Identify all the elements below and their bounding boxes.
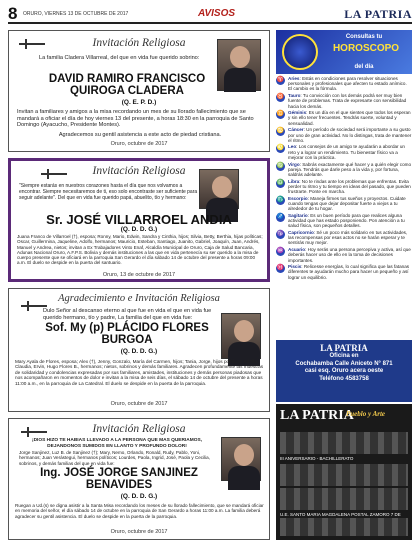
sign-text: Relicesse energías, lo cual significa que las fatanas diferentes te ayudarán mucho para hacer un pequeño y así lograr un equilibrio. bbox=[288, 264, 410, 280]
section-title: AVISOS bbox=[198, 8, 236, 19]
horoscope-text: Leo: Los consejos de un amigo te ayudarán a abordar un reto y a lograr un rendimiento. Tu bienestar físico va a mejorar con la práctica. bbox=[288, 144, 405, 160]
horoscope-text: Géminis: Es un día en el que sientes que todos los esperan y sin ello tener frecuentes. Tendrás suerte, voluntad y sensualidad. bbox=[288, 110, 411, 126]
horoscope-text: Aries: Estás en condiciones para resolver situaciones personales y profesionales que afecten tu estado anímico. El cambio es la fórmula. bbox=[288, 76, 407, 92]
sign-name: Libra bbox=[288, 178, 300, 184]
sign-text: Un período de sociedad será importante a su gusto por uno de gran actividad. No lo distingas, trata de mantener el ritmo. bbox=[288, 127, 412, 143]
page-header bbox=[8, 4, 412, 24]
deceased-suffix: (Q. D. D. G.) bbox=[120, 348, 158, 355]
horoscope-text: Capricornio: Sé un poco más solidario en tus actividades, las recompensas por esas actos no se harán esperar y te sentirás muy mejor. bbox=[288, 229, 408, 246]
ad-intro: La familia Cladera Villarreal, del que en vida fue querido sobrino: bbox=[39, 55, 200, 61]
promo-photo-strip bbox=[280, 464, 408, 486]
zodiac-sign-icon: ♊ bbox=[276, 111, 285, 118]
newspaper-brand: LA PATRIA bbox=[344, 7, 412, 21]
ad-closing: Agradecemos su gentil asistencia a este acto de piedad cristiana. bbox=[58, 132, 222, 138]
ad-signature: Oruro, octubre de 2017 bbox=[110, 529, 168, 535]
promo-photo-strip bbox=[280, 518, 408, 536]
zodiac-sign-icon: ♏ bbox=[276, 196, 285, 203]
horoscope-item bbox=[276, 144, 412, 160]
horoscope-text: Tauro: Tu convicción con los demás podrá ser muy bien fuente de problemas. Trata de expresarte con sensibilidad hacia los demás. bbox=[288, 93, 407, 109]
sign-name: Tauro bbox=[288, 93, 301, 99]
ad-body: Invitan a familiares y amigos a la misa recordando un mes de su llorado fallecimiento que se mandará a oficiar el día de hoy viernes 13 del presente, a horas 18:30 en la parroquia de Santo Domingo (Ayacucho, Presidente Montes). bbox=[17, 109, 254, 129]
horoscope-title: HOROSCOPO bbox=[332, 43, 400, 54]
ad-body: Ruegan a Ud.(s) se digna asistir a la Santa Misa recordando los meses de su llorado fallecimiento, que se mandará oficiar en memoria del señor, el día sábado 14 de octubre en la parroquia de San Gerardo a horas 11:00 a.m. La familia deberá agradecer su gentil asistencia. El duelo se despide en la puerta de la parroquia. bbox=[15, 503, 264, 519]
zodiac-sign-icon: ♌ bbox=[276, 145, 285, 152]
horoscope-text: Piscis: Relicesse energías, lo cual significa que las fatanas diferentes te ayudarán mucho para hacer un pequeño y así lograr un equilibrio. bbox=[288, 264, 410, 280]
ad-title: Invitación Religiosa bbox=[92, 423, 186, 435]
office-info-box bbox=[276, 340, 412, 402]
office-line: Oficina en bbox=[329, 353, 359, 359]
horoscope-item bbox=[276, 127, 412, 143]
page-number: 8 bbox=[8, 4, 18, 23]
ad-signature: Oruro, octubre de 2017 bbox=[110, 401, 168, 407]
sign-name: Piscis bbox=[288, 264, 302, 270]
obituary-ad-4 bbox=[8, 418, 270, 540]
zodiac-sign-icon: ♒ bbox=[276, 248, 285, 255]
zodiac-sign-icon: ♍ bbox=[276, 162, 285, 169]
sign-text: Hoy serás una persona percepiva y activa, así que deberás hacer uso de ello en la toma de decisiones importantes. bbox=[288, 247, 411, 263]
ad-body: Mary Ayala de Flores, esposa; Alex (†), Jenny, Gonzalo, María del Carmen, hijos; Tania, Jorge, hijos políticos; Adolfo, Claudia, Ervin, Hugo Flores B., hermanos; nietos, sobrinos y demás familiares. Agradecen profundamente las muestras de solidaridad y condolencias expresadas por sus familiares, amistades, instituciones y demás personas piadosas que nos acompañaron en momentos de dolor e invitan a la misa de seis días, el sábado 14 de octubre del presente a horas 11:00 a.m., en la parroquia de La Catedral. El duelo se despide en la puerta de la parroquia. bbox=[15, 359, 264, 386]
sign-name: Cáncer bbox=[288, 127, 304, 133]
sign-text: Estás en condiciones para resolver situaciones personales y profesionales que afecten tu estado anímico. El cambio es la fórmula. bbox=[288, 76, 407, 92]
sign-name: Leo bbox=[288, 144, 297, 150]
office-line: Teléfono 4583758 bbox=[319, 375, 369, 382]
horoscope-text: Acuario: Hoy serás una persona percepiva y activa, así que deberás hacer uso de ello en la toma de decisiones importantes. bbox=[288, 247, 411, 263]
deceased-suffix: (Q. E. P. D.) bbox=[121, 99, 157, 106]
horoscope-post: del día bbox=[354, 64, 374, 70]
sign-text: Los consejos de un amigo te ayudarán a abordar un reto y a lograr un rendimiento. Tu bienestar físico va a mejorar con la práctica. bbox=[288, 144, 405, 160]
horoscope-text: Virgo: Sabrás exactamente qué hacer y a quién elegir como pareja. Tendrás que darle peso a la vida y, por fortuna, saldrás adelante. bbox=[288, 161, 412, 177]
office-brand: LA PATRIA bbox=[320, 343, 368, 353]
sign-name: Sagitario bbox=[288, 212, 308, 218]
zodiac-sign-icon: ♈ bbox=[276, 77, 285, 83]
horoscope-list bbox=[276, 76, 412, 281]
obituary-ad-2 bbox=[8, 158, 270, 282]
horoscope-item bbox=[276, 179, 412, 195]
ad-quote: "Siempre estarás en nuestros corazones hasta el día que nos volvamos a encontrar. Siempre necesitaremos de ti, eso solo encontraste ser suficiente para seguir adelante". Del que en vida fue querido papá, abuelito, tío y hermano: bbox=[19, 183, 198, 201]
ad-body: Juana Franco de Villarroel (†), esposa; Ronny, Mario, Edwin, Sandra y Cinthia, hijos; Silvia, Betty, Berthia, hijas políticas; Oscar, Guillermina, Jaqueline, Adolfo, hermanos; Mauricio, Esteban, Santiago, Juanito, Gabriel, Joaquín, Juan, Andrés, Manuel y Andrea, nietos; invitan a Ex Trabajadores Vinto Enaf, Alcaldía Municipal de Oruro, Caja de Salud Bancaria, Adunas Nacional Oruro, A.F.P.S. Bolivia y demás instituciones a las que en vida pertenecía su ser querido a la misa de cuerpo presente que se oficiará en la parroquia San Gerardo el día sábado 14 de octubre del presente a horas 09:00 a.m. El duelo se despide en la puerta del santuario. bbox=[17, 234, 263, 266]
sign-name: Aries bbox=[288, 76, 300, 81]
obituary-ad-1 bbox=[8, 30, 270, 152]
zodiac-sign-icon: ♑ bbox=[276, 230, 285, 237]
horoscope-item bbox=[276, 264, 412, 280]
ad-title: Invitación Religiosa bbox=[92, 37, 186, 49]
sign-name: Acuario bbox=[288, 247, 306, 253]
promo-photo-strip bbox=[280, 488, 408, 510]
office-line: casi esq. Oruro acera oeste bbox=[304, 368, 384, 374]
promo-caption: III ANIVERSARIO - BACHILLERATO bbox=[280, 456, 354, 461]
horoscope-text: Sagitario: Es un buen período para que realices alguna actividad que has estado posponiendo. Pon atención a tu salud física, son pequeños detalles. bbox=[288, 212, 405, 229]
horoscope-item bbox=[276, 76, 412, 92]
deceased-suffix: (Q. D. D. G.) bbox=[120, 226, 158, 233]
sign-text: No te rindas ante los problemas que enfrentas. Evita perder tu ritmo y tu tiempo en ideas del pasado, que pueden frustrarte. Ponte en marcha. bbox=[288, 178, 411, 195]
zodiac-sign-icon: ♓ bbox=[276, 265, 285, 272]
deceased-name: DAVID RAMIRO FRANCISCO QUIROGA CLADERA bbox=[48, 73, 206, 97]
sign-name: Capricornio bbox=[288, 229, 314, 235]
horoscope-item bbox=[276, 110, 412, 126]
ad-intro: Dulo Señor al descanso eterno al que fue en vida el que en vida fue querido hermano, tío y padre, La familia del que en vida fue: bbox=[43, 308, 212, 321]
horoscope-text: Escorpio: Maneja firmes tus sueños y proyectos. Cuidate cuando tengas que dejar depositar fuerte a viejos a tu alrededor de tu hogar. bbox=[288, 195, 406, 212]
horoscope-item bbox=[276, 213, 412, 229]
ad-title: Invitación Religiosa bbox=[92, 165, 186, 177]
deceased-name: Sr. JOSÉ VILLARROEL ANDIA bbox=[46, 212, 232, 227]
horoscope-item bbox=[276, 196, 412, 212]
horoscope-banner bbox=[276, 30, 412, 74]
promo-photo-strip bbox=[280, 432, 408, 454]
zodiac-wheel-icon bbox=[282, 34, 318, 70]
horoscope-text: Libra: No te rindas ante los problemas que enfrentas. Evita perder tu ritmo y tu tiempo en ideas del pasado, que pueden frustrarte. Ponte en marcha. bbox=[288, 178, 411, 195]
obituary-ad-3 bbox=[8, 288, 270, 412]
zodiac-sign-icon: ♋ bbox=[276, 128, 285, 135]
sign-name: Virgo bbox=[288, 161, 300, 167]
office-line: Cochabamba Calle Aniceto N° 871 bbox=[295, 360, 393, 367]
sign-name: Escorpio bbox=[288, 195, 308, 201]
portrait-photo bbox=[199, 169, 239, 209]
sign-text: Es un día en el que sientes que todos los esperan y sin ello tener frecuentes. Tendrás suerte, voluntad y sensualidad. bbox=[288, 110, 411, 126]
promo-brand: LA PATRIA bbox=[280, 408, 354, 423]
horoscope-text: Cáncer: Un período de sociedad será importante a su gusto por uno de gran actividad. No lo distingas, trata de mantener el ritmo. bbox=[288, 127, 412, 143]
ad-title: Agradecimiento e Invitación Religiosa bbox=[58, 293, 220, 304]
horoscope-item bbox=[276, 247, 412, 263]
zodiac-sign-icon: ♉ bbox=[276, 94, 285, 101]
zodiac-sign-icon: ♎ bbox=[276, 179, 285, 186]
horoscope-item bbox=[276, 230, 412, 246]
deceased-name: Ing. JOSÉ JORGE SANJINEZ BENAVIDES bbox=[40, 467, 198, 491]
sign-text: Sabrás exactamente qué hacer y a quién elegir como pareja. Tendrás que darle peso a la vida y, por fortuna, saldrás adelante. bbox=[288, 161, 412, 177]
deceased-suffix: (Q. D. D. G.) bbox=[120, 493, 158, 500]
sign-text: Es un buen período para que realices alguna actividad que has estado posponiendo. Pon atención a tu salud física, son pequeños detalles. bbox=[288, 212, 405, 229]
ad-signature: Oruro, octubre de 2017 bbox=[110, 141, 168, 147]
sign-text: Tu convicción con los demás podrá ser muy bien fuente de problemas. Trata de expresarte con sensibilidad hacia los demás. bbox=[288, 93, 407, 109]
deceased-name: Sof. My (p) PLÁCIDO FLORES BURGOA bbox=[45, 322, 209, 346]
pueblo-y-arte-promo bbox=[276, 404, 412, 540]
horoscope-pre: Consultas tu bbox=[345, 34, 383, 40]
horoscope-item bbox=[276, 162, 412, 178]
sign-text: Maneja firmes tus sueños y proyectos. Cuidate cuando tengas que dejar depositar fuerte a viejos a tu alrededor de tu hogar. bbox=[288, 195, 406, 212]
horoscope-item bbox=[276, 93, 412, 109]
promo-note: Pueblo y Arte bbox=[346, 410, 386, 418]
ad-quote: ¡DIOS HIZO TE HABIAS LLEVADO A LA PERSONA QUE MAS QUERIAMOS, DEJANDONOS SUMIDOS EN LLANTO Y PROFUNDO DOLOR! bbox=[31, 438, 203, 449]
page-date: ORURO, VIERNES 13 DE OCTUBRE DE 2017 bbox=[23, 11, 129, 17]
sign-name: Géminis bbox=[288, 110, 307, 116]
zodiac-sign-icon: ♐ bbox=[276, 213, 285, 220]
ad-signature: Oruro, 13 de octubre de 2017 bbox=[102, 272, 176, 278]
sign-text: Sé un poco más solidario en tus actividades, las recompensas por esas actos no se harán esperar y te sentirás muy mejor. bbox=[288, 229, 408, 246]
ad-intro: Jorge Sanjinez, Luz B. de Sanjinez (†); Mary, Nemo, Orlando, Ronald, Rudy, Pablo, Yoni, hermanos; Juan Verástegui, hermanos políticos; Lourdes, Paola, Ingrid, José, Paola y Cecilia, sobrinos, y demás familias del que en vida fue: bbox=[19, 450, 211, 466]
promo-caption: U.E. SANTO MARIA MAGDALENA POSTAL ZAMORO 7 DE bbox=[280, 512, 401, 517]
